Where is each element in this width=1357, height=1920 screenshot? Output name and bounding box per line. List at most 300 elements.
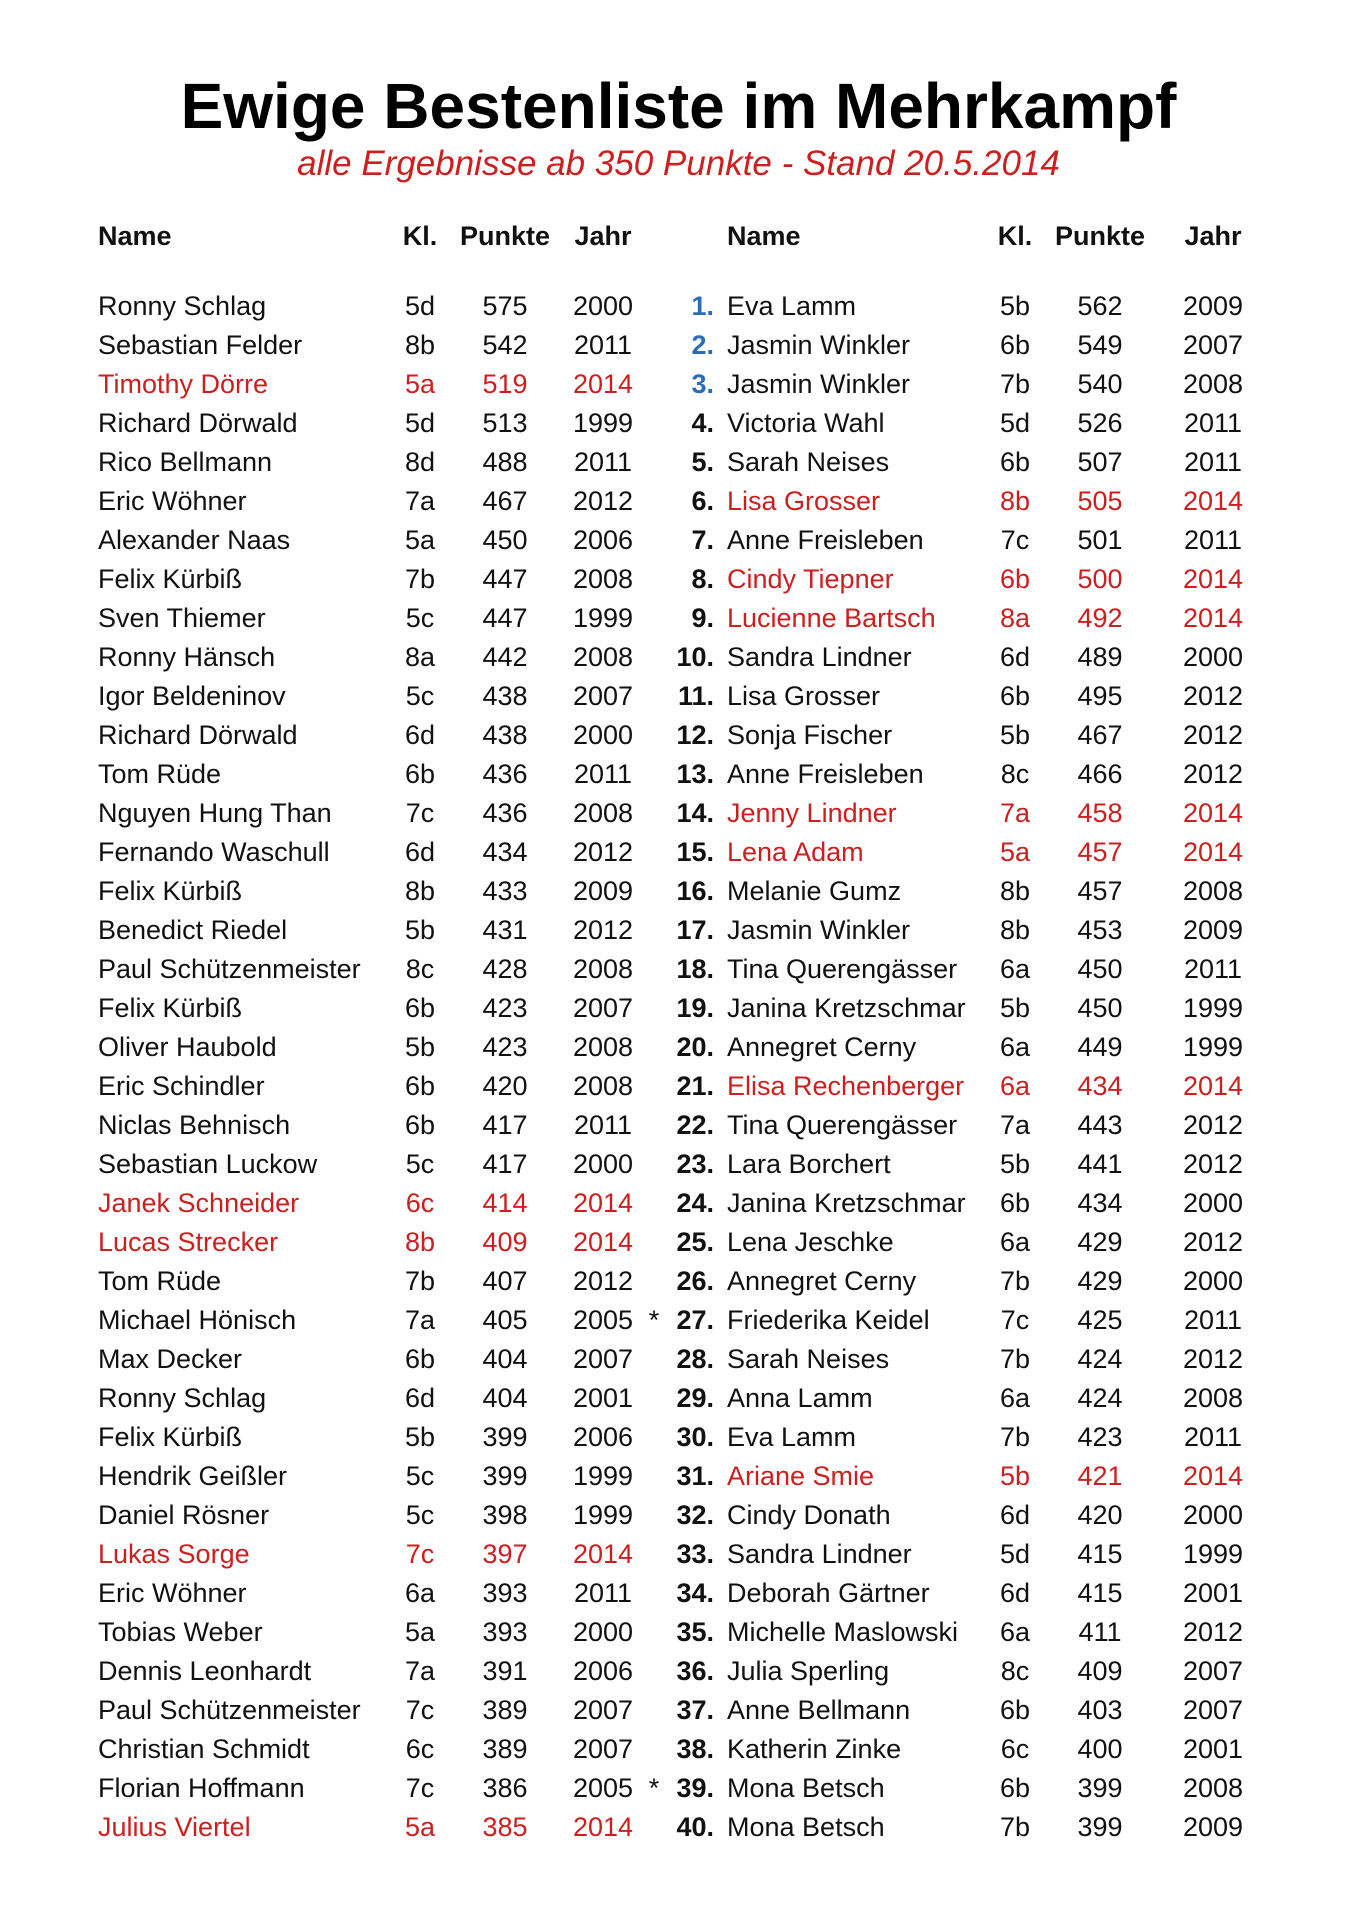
year-right: 2012 [1182, 1110, 1244, 1140]
rank-number: 23. [676, 1149, 714, 1179]
athlete-name-left: Felix Kürbiß [98, 564, 243, 594]
table-row [0, 1769, 1357, 1808]
athlete-name-right: Elisa Rechenberger [727, 1071, 965, 1101]
points-left: 399 [482, 1422, 528, 1452]
year-left: 1999 [572, 1461, 634, 1491]
points-left: 467 [482, 486, 528, 516]
athlete-name-right: Annegret Cerny [727, 1266, 917, 1296]
athlete-name-right: Sandra Lindner [727, 1539, 912, 1569]
year-left: 2005 [572, 1305, 634, 1335]
table-row [0, 1262, 1357, 1301]
class-right: 8c [1000, 759, 1030, 789]
athlete-name-left: Daniel Rösner [98, 1500, 270, 1530]
class-left: 6d [404, 837, 436, 867]
class-right: 5d [999, 1539, 1031, 1569]
year-right: 2001 [1182, 1734, 1244, 1764]
rank-number: 2. [691, 330, 714, 360]
athlete-name-left: Michael Hönisch [98, 1305, 297, 1335]
year-right: 2007 [1182, 1656, 1244, 1686]
athlete-name-left: Lukas Sorge [98, 1539, 250, 1569]
points-right: 507 [1077, 447, 1123, 477]
class-right: 6a [999, 1227, 1031, 1257]
points-right: 562 [1077, 291, 1123, 321]
class-left: 5c [405, 681, 435, 711]
class-right: 5b [999, 291, 1031, 321]
rank-number: 15. [676, 837, 714, 867]
rank-number: 7. [691, 525, 714, 555]
class-right: 6b [999, 1695, 1031, 1725]
year-left: 2011 [573, 1578, 633, 1608]
class-left: 5b [404, 915, 436, 945]
athlete-name-right: Lucienne Bartsch [727, 603, 936, 633]
athlete-name-right: Cindy Donath [727, 1500, 891, 1530]
class-right: 5b [999, 993, 1031, 1023]
athlete-name-right: Tina Querengässer [727, 954, 958, 984]
athlete-name-right: Eva Lamm [727, 291, 857, 321]
year-left: 1999 [572, 1500, 634, 1530]
points-left: 431 [482, 915, 528, 945]
points-right: 495 [1077, 681, 1123, 711]
class-right: 8b [999, 486, 1031, 516]
class-right: 7a [999, 1110, 1031, 1140]
year-left: 1999 [572, 408, 634, 438]
athlete-name-left: Dennis Leonhardt [98, 1656, 312, 1686]
class-left: 5b [404, 1032, 436, 1062]
year-right: 2000 [1182, 642, 1244, 672]
table-row [0, 989, 1357, 1028]
year-right: 2014 [1182, 603, 1244, 633]
year-right: 2011 [1183, 1422, 1243, 1452]
year-right: 2012 [1182, 681, 1244, 711]
year-left: 2007 [572, 1695, 634, 1725]
table-row [0, 1808, 1357, 1847]
table-row [0, 404, 1357, 443]
class-left: 5d [404, 291, 436, 321]
year-right: 2008 [1182, 876, 1244, 906]
rank-number: 11. [677, 681, 714, 711]
points-right: 540 [1077, 369, 1123, 399]
athlete-name-right: Melanie Gumz [727, 876, 902, 906]
athlete-name-right: Anne Bellmann [727, 1695, 911, 1725]
points-left: 385 [482, 1812, 528, 1842]
class-left: 8a [404, 642, 436, 672]
points-right: 434 [1077, 1188, 1123, 1218]
points-left: 433 [482, 876, 528, 906]
table-header [0, 217, 1357, 256]
athlete-name-left: Fernando Waschull [98, 837, 330, 867]
year-left: 2012 [572, 915, 634, 945]
class-left: 7c [405, 1539, 435, 1569]
class-right: 8a [999, 603, 1031, 633]
class-right: 6b [999, 330, 1031, 360]
points-left: 438 [482, 681, 528, 711]
points-left: 397 [482, 1539, 528, 1569]
athlete-name-left: Benedict Riedel [98, 915, 288, 945]
class-right: 6d [999, 1500, 1031, 1530]
year-left: 2001 [572, 1383, 634, 1413]
rank-number: 32. [676, 1500, 714, 1530]
class-right: 6a [999, 954, 1031, 984]
athlete-name-right: Lena Adam [727, 837, 864, 867]
year-right: 2014 [1182, 1461, 1244, 1491]
athlete-name-right: Anne Freisleben [727, 759, 924, 789]
points-left: 434 [482, 837, 528, 867]
rank-number: 33. [676, 1539, 714, 1569]
points-left: 398 [482, 1500, 528, 1530]
class-left: 6c [405, 1188, 435, 1218]
points-right: 421 [1077, 1461, 1123, 1491]
year-left: 2008 [572, 564, 634, 594]
rank-number: 36. [676, 1656, 714, 1686]
rank-number: 38. [676, 1734, 714, 1764]
class-left: 7b [404, 1266, 436, 1296]
points-left: 436 [482, 759, 528, 789]
year-right: 2012 [1182, 720, 1244, 750]
class-left: 5c [405, 1500, 435, 1530]
athlete-name-left: Hendrik Geißler [98, 1461, 288, 1491]
athlete-name-left: Max Decker [98, 1344, 243, 1374]
athlete-name-left: Tom Rüde [98, 759, 222, 789]
rank-number: 6. [691, 486, 714, 516]
class-left: 8b [404, 876, 436, 906]
points-left: 575 [482, 291, 528, 321]
year-left: 2000 [572, 1149, 634, 1179]
points-right: 409 [1077, 1656, 1123, 1686]
points-left: 420 [482, 1071, 528, 1101]
class-right: 7b [999, 1422, 1031, 1452]
rank-number: 17. [676, 915, 714, 945]
class-left: 6d [404, 1383, 436, 1413]
class-right: 7b [999, 1344, 1031, 1374]
class-left: 6b [404, 1110, 436, 1140]
year-right: 1999 [1182, 1032, 1244, 1062]
athlete-name-right: Ariane Smie [727, 1461, 875, 1491]
year-right: 2011 [1183, 1305, 1243, 1335]
year-right: 2008 [1182, 1383, 1244, 1413]
rank-number: 27. [676, 1305, 714, 1335]
athlete-name-left: Julius Viertel [98, 1812, 251, 1842]
year-left: 2011 [573, 1110, 633, 1140]
table-row [0, 1340, 1357, 1379]
points-right: 492 [1077, 603, 1123, 633]
class-right: 6b [999, 681, 1031, 711]
points-right: 415 [1077, 1539, 1123, 1569]
table-row [0, 1574, 1357, 1613]
year-right: 2012 [1182, 1344, 1244, 1374]
class-left: 6a [404, 1578, 436, 1608]
athlete-name-right: Lara Borchert [727, 1149, 891, 1179]
table-row [0, 1301, 1357, 1340]
table-row [0, 950, 1357, 989]
header-kl-right: Kl. [997, 221, 1033, 251]
points-right: 399 [1077, 1773, 1123, 1803]
points-right: 505 [1077, 486, 1123, 516]
year-left: 2012 [572, 486, 634, 516]
points-right: 441 [1077, 1149, 1123, 1179]
class-left: 8c [405, 954, 435, 984]
table-row [0, 794, 1357, 833]
athlete-name-left: Felix Kürbiß [98, 993, 243, 1023]
table-row [0, 1457, 1357, 1496]
points-left: 450 [482, 525, 528, 555]
athlete-name-right: Lena Jeschke [727, 1227, 894, 1257]
table-row [0, 716, 1357, 755]
year-left: 2007 [572, 1344, 634, 1374]
year-left: 2005 [572, 1773, 634, 1803]
year-right: 1999 [1182, 993, 1244, 1023]
class-left: 6c [405, 1734, 435, 1764]
class-left: 8d [404, 447, 436, 477]
points-right: 457 [1077, 876, 1123, 906]
points-left: 436 [482, 798, 528, 828]
rank-number: 19. [676, 993, 714, 1023]
year-left: 2012 [572, 837, 634, 867]
table-row [0, 560, 1357, 599]
points-right: 500 [1077, 564, 1123, 594]
year-right: 2001 [1182, 1578, 1244, 1608]
class-left: 5b [404, 1422, 436, 1452]
rank-number: 13. [676, 759, 714, 789]
athlete-name-left: Lucas Strecker [98, 1227, 279, 1257]
class-left: 7a [404, 1305, 436, 1335]
table-row [0, 1028, 1357, 1067]
table-row [0, 1691, 1357, 1730]
year-left: 2012 [572, 1266, 634, 1296]
class-right: 5a [999, 837, 1031, 867]
points-left: 404 [482, 1383, 528, 1413]
points-right: 489 [1077, 642, 1123, 672]
athlete-name-left: Ronny Schlag [98, 1383, 267, 1413]
points-left: 405 [482, 1305, 528, 1335]
year-left: 2008 [572, 798, 634, 828]
year-right: 2000 [1182, 1500, 1244, 1530]
athlete-name-right: Lisa Grosser [727, 486, 881, 516]
points-right: 424 [1077, 1383, 1123, 1413]
points-right: 423 [1077, 1422, 1123, 1452]
year-left: 2006 [572, 1656, 634, 1686]
year-right: 2000 [1182, 1188, 1244, 1218]
class-left: 7c [405, 1695, 435, 1725]
points-left: 386 [482, 1773, 528, 1803]
year-right: 2009 [1182, 1812, 1244, 1842]
class-right: 6b [999, 447, 1031, 477]
points-right: 425 [1077, 1305, 1123, 1335]
footnote-mark: * [648, 1305, 660, 1335]
athlete-name-left: Florian Hoffmann [98, 1773, 305, 1803]
table-row [0, 911, 1357, 950]
class-left: 5a [404, 369, 436, 399]
year-right: 2011 [1183, 447, 1243, 477]
points-right: 457 [1077, 837, 1123, 867]
table-row [0, 521, 1357, 560]
table-row [0, 287, 1357, 326]
year-left: 2014 [572, 1188, 634, 1218]
athlete-name-left: Richard Dörwald [98, 720, 298, 750]
rank-number: 35. [676, 1617, 714, 1647]
year-left: 2000 [572, 291, 634, 321]
points-left: 393 [482, 1617, 528, 1647]
points-left: 389 [482, 1695, 528, 1725]
points-right: 429 [1077, 1266, 1123, 1296]
year-left: 2007 [572, 993, 634, 1023]
class-left: 7c [405, 1773, 435, 1803]
athlete-name-left: Paul Schützenmeister [98, 954, 361, 984]
year-right: 2014 [1182, 837, 1244, 867]
rank-number: 4. [691, 408, 714, 438]
athlete-name-right: Mona Betsch [727, 1773, 885, 1803]
athlete-name-right: Janina Kretzschmar [727, 1188, 966, 1218]
class-left: 5c [405, 603, 435, 633]
athlete-name-right: Katherin Zinke [727, 1734, 902, 1764]
athlete-name-right: Cindy Tiepner [727, 564, 894, 594]
rank-number: 12. [676, 720, 714, 750]
year-right: 2014 [1182, 798, 1244, 828]
points-right: 449 [1077, 1032, 1123, 1062]
athlete-name-left: Felix Kürbiß [98, 1422, 243, 1452]
class-right: 6a [999, 1617, 1031, 1647]
table-row [0, 1613, 1357, 1652]
class-left: 5a [404, 1812, 436, 1842]
points-right: 415 [1077, 1578, 1123, 1608]
athlete-name-left: Ronny Hänsch [98, 642, 276, 672]
athlete-name-right: Jasmin Winkler [727, 915, 911, 945]
class-right: 7c [1000, 525, 1030, 555]
table-row [0, 599, 1357, 638]
header-punkte-left: Punkte [459, 221, 551, 251]
athlete-name-left: Tom Rüde [98, 1266, 222, 1296]
athlete-name-right: Eva Lamm [727, 1422, 857, 1452]
year-left: 2014 [572, 1812, 634, 1842]
rank-number: 25. [676, 1227, 714, 1257]
table-row [0, 1730, 1357, 1769]
table-row [0, 755, 1357, 794]
year-right: 2011 [1183, 954, 1243, 984]
rank-number: 20. [676, 1032, 714, 1062]
class-right: 6b [999, 564, 1031, 594]
rank-number: 28. [676, 1344, 714, 1374]
points-left: 447 [482, 603, 528, 633]
header-kl-left: Kl. [402, 221, 438, 251]
class-left: 5c [405, 1149, 435, 1179]
year-left: 2014 [572, 369, 634, 399]
rank-number: 24. [676, 1188, 714, 1218]
athlete-name-left: Oliver Haubold [98, 1032, 277, 1062]
class-left: 6b [404, 759, 436, 789]
athlete-name-right: Julia Sperling [727, 1656, 890, 1686]
year-right: 2009 [1182, 915, 1244, 945]
year-right: 1999 [1182, 1539, 1244, 1569]
athlete-name-right: Lisa Grosser [727, 681, 881, 711]
points-right: 549 [1077, 330, 1123, 360]
header-jahr-left: Jahr [574, 221, 632, 251]
athlete-name-right: Victoria Wahl [727, 408, 885, 438]
points-left: 423 [482, 993, 528, 1023]
year-left: 2000 [572, 720, 634, 750]
class-left: 6b [404, 1344, 436, 1374]
table-row [0, 1184, 1357, 1223]
athlete-name-right: Jasmin Winkler [727, 330, 911, 360]
rank-number: 22. [676, 1110, 714, 1140]
points-right: 501 [1077, 525, 1123, 555]
points-right: 467 [1077, 720, 1123, 750]
class-right: 6b [999, 1188, 1031, 1218]
athlete-name-left: Rico Bellmann [98, 447, 273, 477]
year-right: 2000 [1182, 1266, 1244, 1296]
athlete-name-right: Jenny Lindner [727, 798, 897, 828]
class-right: 5d [999, 408, 1031, 438]
athlete-name-left: Paul Schützenmeister [98, 1695, 361, 1725]
year-left: 2008 [572, 642, 634, 672]
table-row [0, 482, 1357, 521]
rank-number: 9. [691, 603, 714, 633]
year-left: 2011 [573, 759, 633, 789]
rank-number: 14. [676, 798, 714, 828]
class-right: 6a [999, 1383, 1031, 1413]
year-right: 2007 [1182, 1695, 1244, 1725]
year-right: 2012 [1182, 1227, 1244, 1257]
points-left: 407 [482, 1266, 528, 1296]
rank-number: 10. [676, 642, 714, 672]
header-punkte-right: Punkte [1054, 221, 1146, 251]
athlete-name-left: Felix Kürbiß [98, 876, 243, 906]
points-left: 417 [482, 1110, 528, 1140]
year-left: 2008 [572, 954, 634, 984]
athlete-name-right: Annegret Cerny [727, 1032, 917, 1062]
athlete-name-right: Deborah Gärtner [727, 1578, 930, 1608]
points-left: 423 [482, 1032, 528, 1062]
class-left: 7a [404, 1656, 436, 1686]
year-right: 2014 [1182, 486, 1244, 516]
class-right: 6d [999, 642, 1031, 672]
points-right: 400 [1077, 1734, 1123, 1764]
class-left: 7a [404, 486, 436, 516]
table-row [0, 1067, 1357, 1106]
class-left: 5a [404, 525, 436, 555]
year-right: 2007 [1182, 330, 1244, 360]
athlete-name-right: Jasmin Winkler [727, 369, 911, 399]
athlete-name-left: Timothy Dörre [98, 369, 269, 399]
rank-number: 1. [691, 291, 714, 321]
table-row [0, 326, 1357, 365]
header-name-right: Name [727, 221, 801, 251]
points-left: 428 [482, 954, 528, 984]
class-left: 6b [404, 993, 436, 1023]
year-left: 2006 [572, 525, 634, 555]
points-left: 399 [482, 1461, 528, 1491]
class-right: 8b [999, 915, 1031, 945]
athlete-name-left: Sebastian Felder [98, 330, 303, 360]
table-row [0, 1652, 1357, 1691]
class-left: 5d [404, 408, 436, 438]
rank-number: 30. [676, 1422, 714, 1452]
points-left: 391 [482, 1656, 528, 1686]
year-right: 2011 [1183, 525, 1243, 555]
class-right: 5b [999, 720, 1031, 750]
class-left: 8b [404, 330, 436, 360]
points-left: 438 [482, 720, 528, 750]
class-right: 6b [999, 1773, 1031, 1803]
points-right: 399 [1077, 1812, 1123, 1842]
points-left: 414 [482, 1188, 528, 1218]
class-left: 5a [404, 1617, 436, 1647]
class-right: 6c [1000, 1734, 1030, 1764]
points-right: 453 [1077, 915, 1123, 945]
athlete-name-left: Sebastian Luckow [98, 1149, 318, 1179]
points-left: 389 [482, 1734, 528, 1764]
rank-number: 8. [691, 564, 714, 594]
rank-number: 18. [676, 954, 714, 984]
table-row [0, 1535, 1357, 1574]
